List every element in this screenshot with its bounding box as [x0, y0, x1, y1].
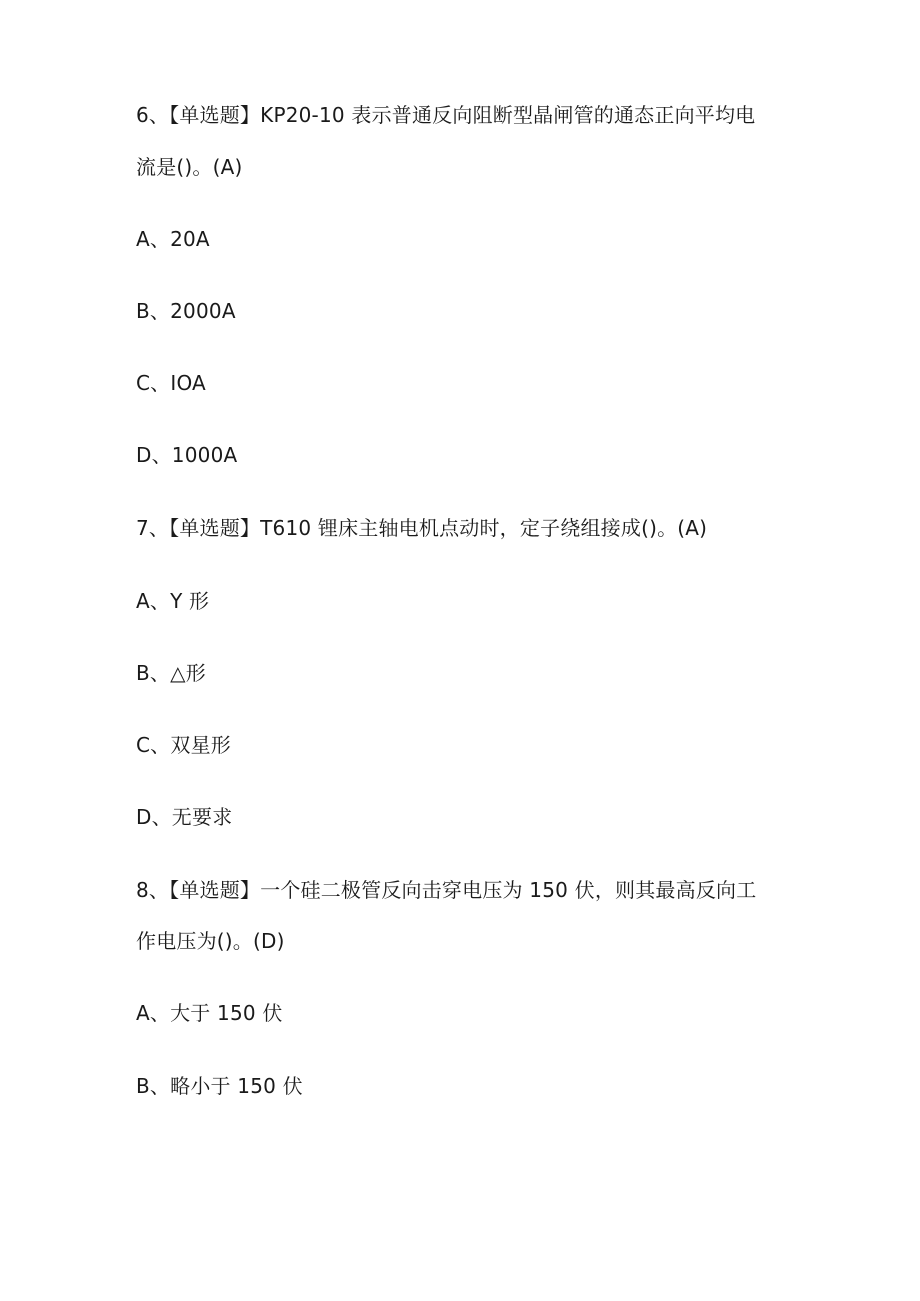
question-7-option-a: A、Y 形 [136, 589, 210, 613]
question-6-option-c: C、IOA [136, 371, 206, 395]
question-7-option-c: C、双星形 [136, 733, 231, 757]
question-8-option-a: A、大于 150 伏 [136, 1001, 283, 1025]
question-6-stem-line1: 6、【单选题】KP20-10 表示普通反向阻断型晶闸管的通态正向平均电 [136, 103, 756, 127]
question-6-stem-line2: 流是()。(A) [136, 155, 243, 179]
question-6-option-d: D、1000A [136, 443, 238, 467]
question-7-stem-line1: 7、【单选题】T610 锂床主轴电机点动时，定子绕组接成()。(A) [136, 516, 708, 540]
question-8-stem-line1: 8、【单选题】一个硅二极管反向击穿电压为 150 伏，则其最高反向工 [136, 878, 757, 902]
question-7-option-d: D、无要求 [136, 805, 233, 829]
question-6-option-a: A、20A [136, 227, 210, 251]
question-6-option-b: B、2000A [136, 299, 236, 323]
question-8-option-b: B、略小于 150 伏 [136, 1074, 303, 1098]
question-8-stem-line2: 作电压为()。(D) [136, 929, 285, 953]
question-7-option-b: B、△形 [136, 661, 206, 685]
